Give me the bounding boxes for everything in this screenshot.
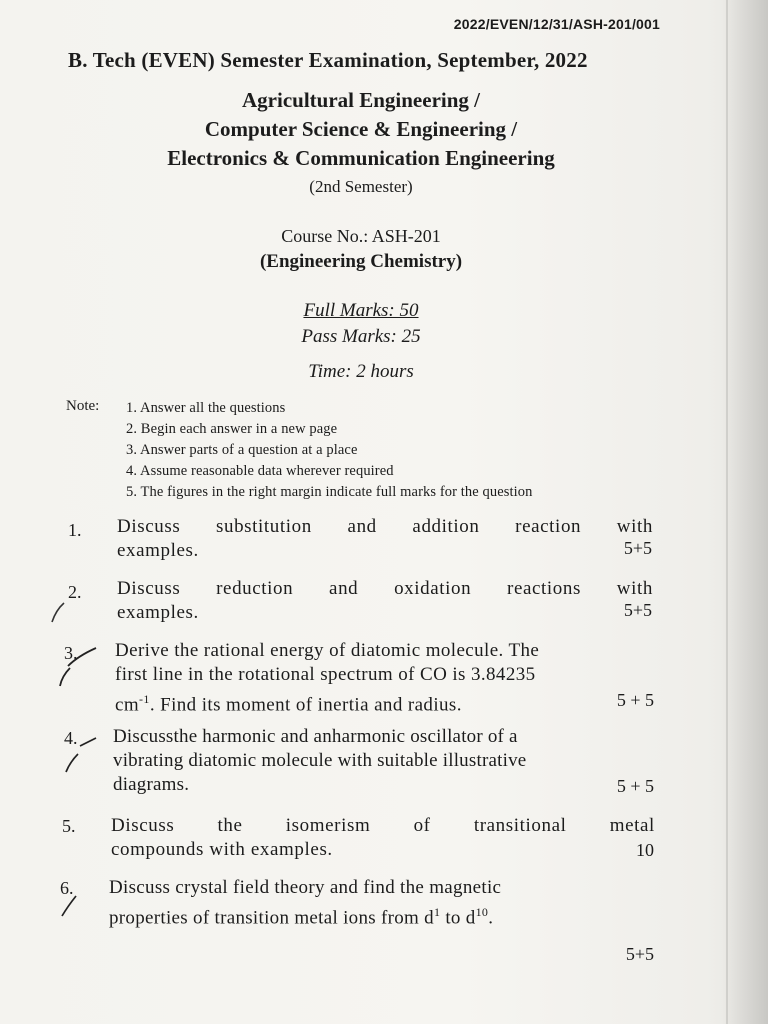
pen-tick-mark [56, 642, 100, 688]
question-1-marks: 5+5 [623, 538, 652, 558]
question-5-marks: 10 [636, 840, 654, 860]
question-4-marks: 5 + 5 [616, 776, 654, 796]
question-4-number: 4. [64, 728, 78, 748]
semester: (2nd Semester) [309, 177, 413, 196]
pass-marks: Pass Marks: 25 [301, 326, 421, 347]
department-line-3: Electronics & Communication Engineering [167, 146, 555, 170]
note-label: Note: [66, 398, 100, 414]
time-allowed: Time: 2 hours [308, 361, 414, 382]
question-2-number: 2. [68, 582, 82, 602]
question-5-text: Discuss the isomerism of transitional metal compounds with examples. [111, 815, 655, 860]
instruction-item: 2. Begin each answer in a new page [126, 421, 338, 437]
question-3-number: 3. [64, 643, 78, 663]
question-1-number: 1. [68, 520, 82, 540]
pen-tick-mark [48, 600, 68, 626]
question-6-marks: 5+5 [625, 944, 654, 964]
department-line-1: Agricultural Engineering / [242, 88, 480, 112]
question-3-marks: 5 + 5 [616, 690, 654, 710]
pen-tick-mark [58, 892, 82, 920]
question-4-text: Discussthe harmonic and anharmonic oscillator of a vibrating diatomic molecule with suitable illustrative diagrams. [113, 726, 527, 795]
question-1-text: Discuss substitution and addition reaction with examples. [117, 516, 653, 561]
question-2-text: Discuss reduction and oxidation reactions with examples. [117, 578, 653, 623]
page-fold-line [726, 0, 728, 1024]
instruction-item: 1. Answer all the questions [126, 400, 286, 416]
paper-code: 2022/EVEN/12/31/ASH-201/001 [453, 16, 660, 32]
question-5-number: 5. [62, 816, 76, 836]
course-number: Course No.: ASH-201 [281, 226, 441, 246]
pen-tick-mark [62, 736, 102, 776]
question-6-number: 6. [60, 878, 74, 898]
question-2-marks: 5+5 [623, 600, 652, 620]
department-line-2: Computer Science & Engineering / [204, 117, 518, 141]
exam-title: B. Tech (EVEN) Semester Examination, September, 2022 [68, 48, 588, 72]
question-3-text: Derive the rational energy of diatomic molecule. The first line in the rotational spectrum of CO is 3.84235 $cm^{-1}$. Find its moment of inertia and radius. [115, 640, 540, 716]
instruction-item: 5. The figures in the right margin indicate full marks for the question [126, 484, 533, 500]
instruction-item: 3. Answer parts of a question at a place [126, 442, 358, 458]
full-marks: Full Marks: 50 [303, 300, 419, 321]
instruction-item: 4. Assume reasonable data wherever required [126, 463, 394, 479]
page-edge-shadow [722, 0, 768, 1024]
question-6-text: Discuss crystal field theory and find the magnetic properties of transition metal ions from $d^1$ to $d^{10}$. [109, 877, 502, 929]
instructions-list [126, 398, 532, 503]
course-name: (Engineering Chemistry) [259, 251, 463, 272]
